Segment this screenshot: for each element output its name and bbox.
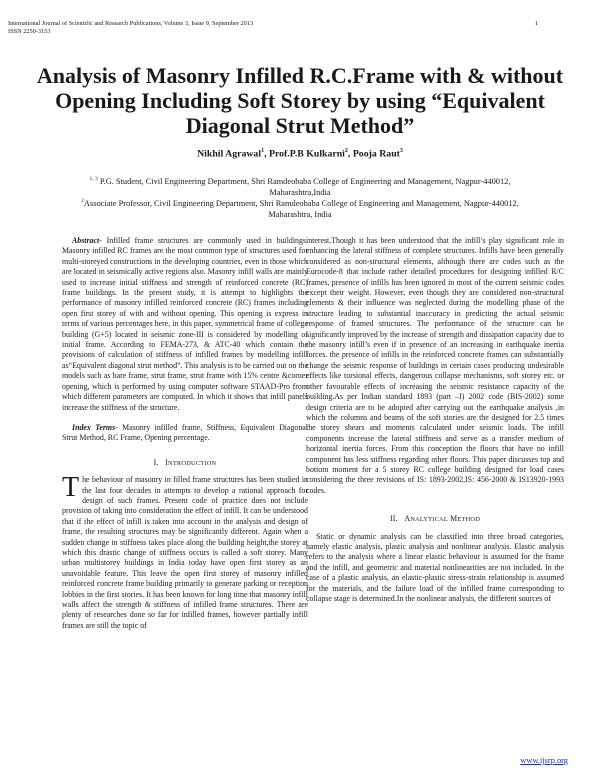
introduction-text: he behaviour of masonry in filled frame structures has been studied in the last four decades in attempts to develop a rational approach for design of such frames. Present code of practice does not include provision of taking into consideration the effect of infill. It can be understood that if the effect of infill is taken into account in the analysis and design of frame, the resulting structures may be significantly different. Again when a sudden change in stiffness takes place along the building height,the storey at which this drastic change of stiffness occurs is called a soft storey. Many urban multistorey buildings in India today have open first storey as an unavoidable feature. This leave the open first storey of masonry infilled reinforced concrete frame building primarily to generate parking or reception lobbies in the first stories. It has been known for long time that masonry infill walls affect the strength & stiffness of infilled frame structures. There are plenty of researches done so far for infilled frames, however partially infill frames are still the topic of [62,475,308,630]
section-title-rest: NALYTICAL [410,516,448,524]
author-name: Nikhil Agrawal [197,148,262,160]
section-numeral: II. [389,514,398,524]
journal-header: International Journal of Scientific and Research Publications, Volume 3, Issue 9, September 2013 [8,20,254,27]
title-line: Analysis of Masonry Infilled R.C.Frame with & without [36,63,564,88]
author-sup: 1 [261,148,265,154]
index-terms [62,423,308,444]
index-terms-label: Index Terms [72,422,116,432]
section-numeral: I. [153,457,159,467]
section-title-first: A [404,514,411,524]
issn: ISSN 2250-3153 [8,28,51,35]
paper-title [30,63,570,138]
introduction-paragraph [62,472,308,631]
section-title-first: I [165,457,168,467]
section-heading-introduction [62,458,308,469]
analytical-method-paragraph: Static or dynamic analysis can be classified into three broad categories, namely elastic analysis, plastic analysis and nonlinear analysis. Elastic analysis refers to the analysis where a linear elastic behaviour is assumed for the frame and the infill, and geometric and material nonlinearities are not included. In the case of a plastic analysis, an elastic-plastic stress-strain relationship is assumed for the materials, and the failure load of the infilled frame corresponding to collapse stage is determined.In the nonlinear analysis, the different sources of [306,531,564,603]
author-sep: , [264,148,269,160]
drop-cap: T [62,472,80,504]
journal-website-link[interactable]: www.ijsrp.org [520,756,568,765]
right-column [306,236,564,604]
author-name: Prof.P.B Kulkarni [268,148,345,160]
author-sep: , [347,148,353,160]
page-number: 1 [534,20,538,27]
abstract-label: Abstract- [72,236,102,245]
title-line: Diagonal Strut Method” [185,113,415,138]
section-title-first: M [450,514,458,524]
affiliation-sup: 2 [81,198,84,204]
author-sup: 2 [344,148,348,154]
intro-continued-paragraph: interest.Though it has been understood that the infill’s play significant role in enhancing the lateral stiffness of complete structures. Infills have been generally considered as non-structural elements, although there are codes such as the Eurocode-8 that include rather detailed procedures for designing infilled R/C frames, presence of infills has been ignored in most of the current seismic codes except their weight. However, even though they are considered non-structural elements & their influence was neglected during the modelling phase of the structure leading to substantial inaccuracy in predicting the actual seismic response of framed structures. The performance of the structure can be significantly improved by the increase of strength and dissipation capacity due to the masonry infill’s even if in presence of an increasing in earthquake inertia forces. the presence of infills in the reinforced concrete frames can substantially change the seismic response of buildings in certain cases producing undesirable effects like torsional effects, dangerous collapse mechanisms, soft storey etc. or other favourable effects of increasing the seismic resistance capacity of the building.As per Indian standard 1893 (part –I) 2002 code (BIS-2002) some design criteria are to be adopted after carrying out the earthquake analysis ,in which the columns and beams of the soft stories are the designed for 2.5 times the storey shears and moments calculated under seismic loads. The infill components increase the lateral stiffness and serve as a transfer medium of horizontal inertia forces. From this conception the floors that have no infill component has less stiffness regarding other floors. This paper discusses top and bottom moment for a 5 storey RC college building designed for load cases considering the three revisions of IS: 1893-2002,IS: 456-2000 & IS13920-1993 codes. [306,236,564,495]
title-line: Opening Including Soft Storey by using “Equivalent [55,88,545,113]
section-heading-analytical-method [306,514,564,525]
section-title-rest: ETHOD [457,516,481,524]
affiliation-text: Associate Professor, Civil Engineering Department, Shri Ramdeobaba College of Engineering and Management, Nagpur-440012, Maharashtra, India [83,198,519,219]
section-title-rest: NTRODUCTION [168,459,217,467]
author-list [0,148,600,159]
index-terms-text: - Masonry infilled frame, Stiffness, Equivalent Diagonal Strut Method, RC Frame, Opening percentage. [62,422,308,443]
left-column [62,236,308,631]
affiliation-1 [60,174,540,198]
affiliation-2 [60,196,540,220]
author-name: Pooja Raut [352,148,400,160]
author-sup: 3 [399,148,403,154]
affiliation-sup: 1, 3 [89,176,98,182]
abstract-text: Infilled frame structures are commonly used in buildings. Masonry infilled RC frames are the most common type of structures used for multi-storeyed constructions in the developing countries, even in those which are located in seismically active regions also. Masonry infill walls are mainly used to increase initial stiffness and strength of reinforced concrete (RC) frame buildings. In the present study, it is attempt to highlights the performance of masonry infilled reinforced concrete (RC) frames including open first storey of with and without opening. This opening is express in terms of various percentages here, in this paper, symmetrical frame of college building (G+5) located in seismic zone-III is considered by modelling of initial frame. According to FEMA-273, & ATC-40 which contain the provisions of calculation of stiffness of infilled frames by modelling infill as“Equivalent diagonal strut method”. This analysis is to be carried out on the models such as bare frame, strut frame, strut frame with 15% centre &corner opening, which is performed by using computer software STAAD-Pro from which different parameters are computed. In which it shows that infill panels increase the stiffness of the structure. [62,236,308,412]
abstract [62,236,308,413]
affiliation-text: P.G. Student, Civil Engineering Department, Shri Ramdeobaba College of Engineering and Management, Nagpur-440012, Maharashtra,India [97,176,511,197]
